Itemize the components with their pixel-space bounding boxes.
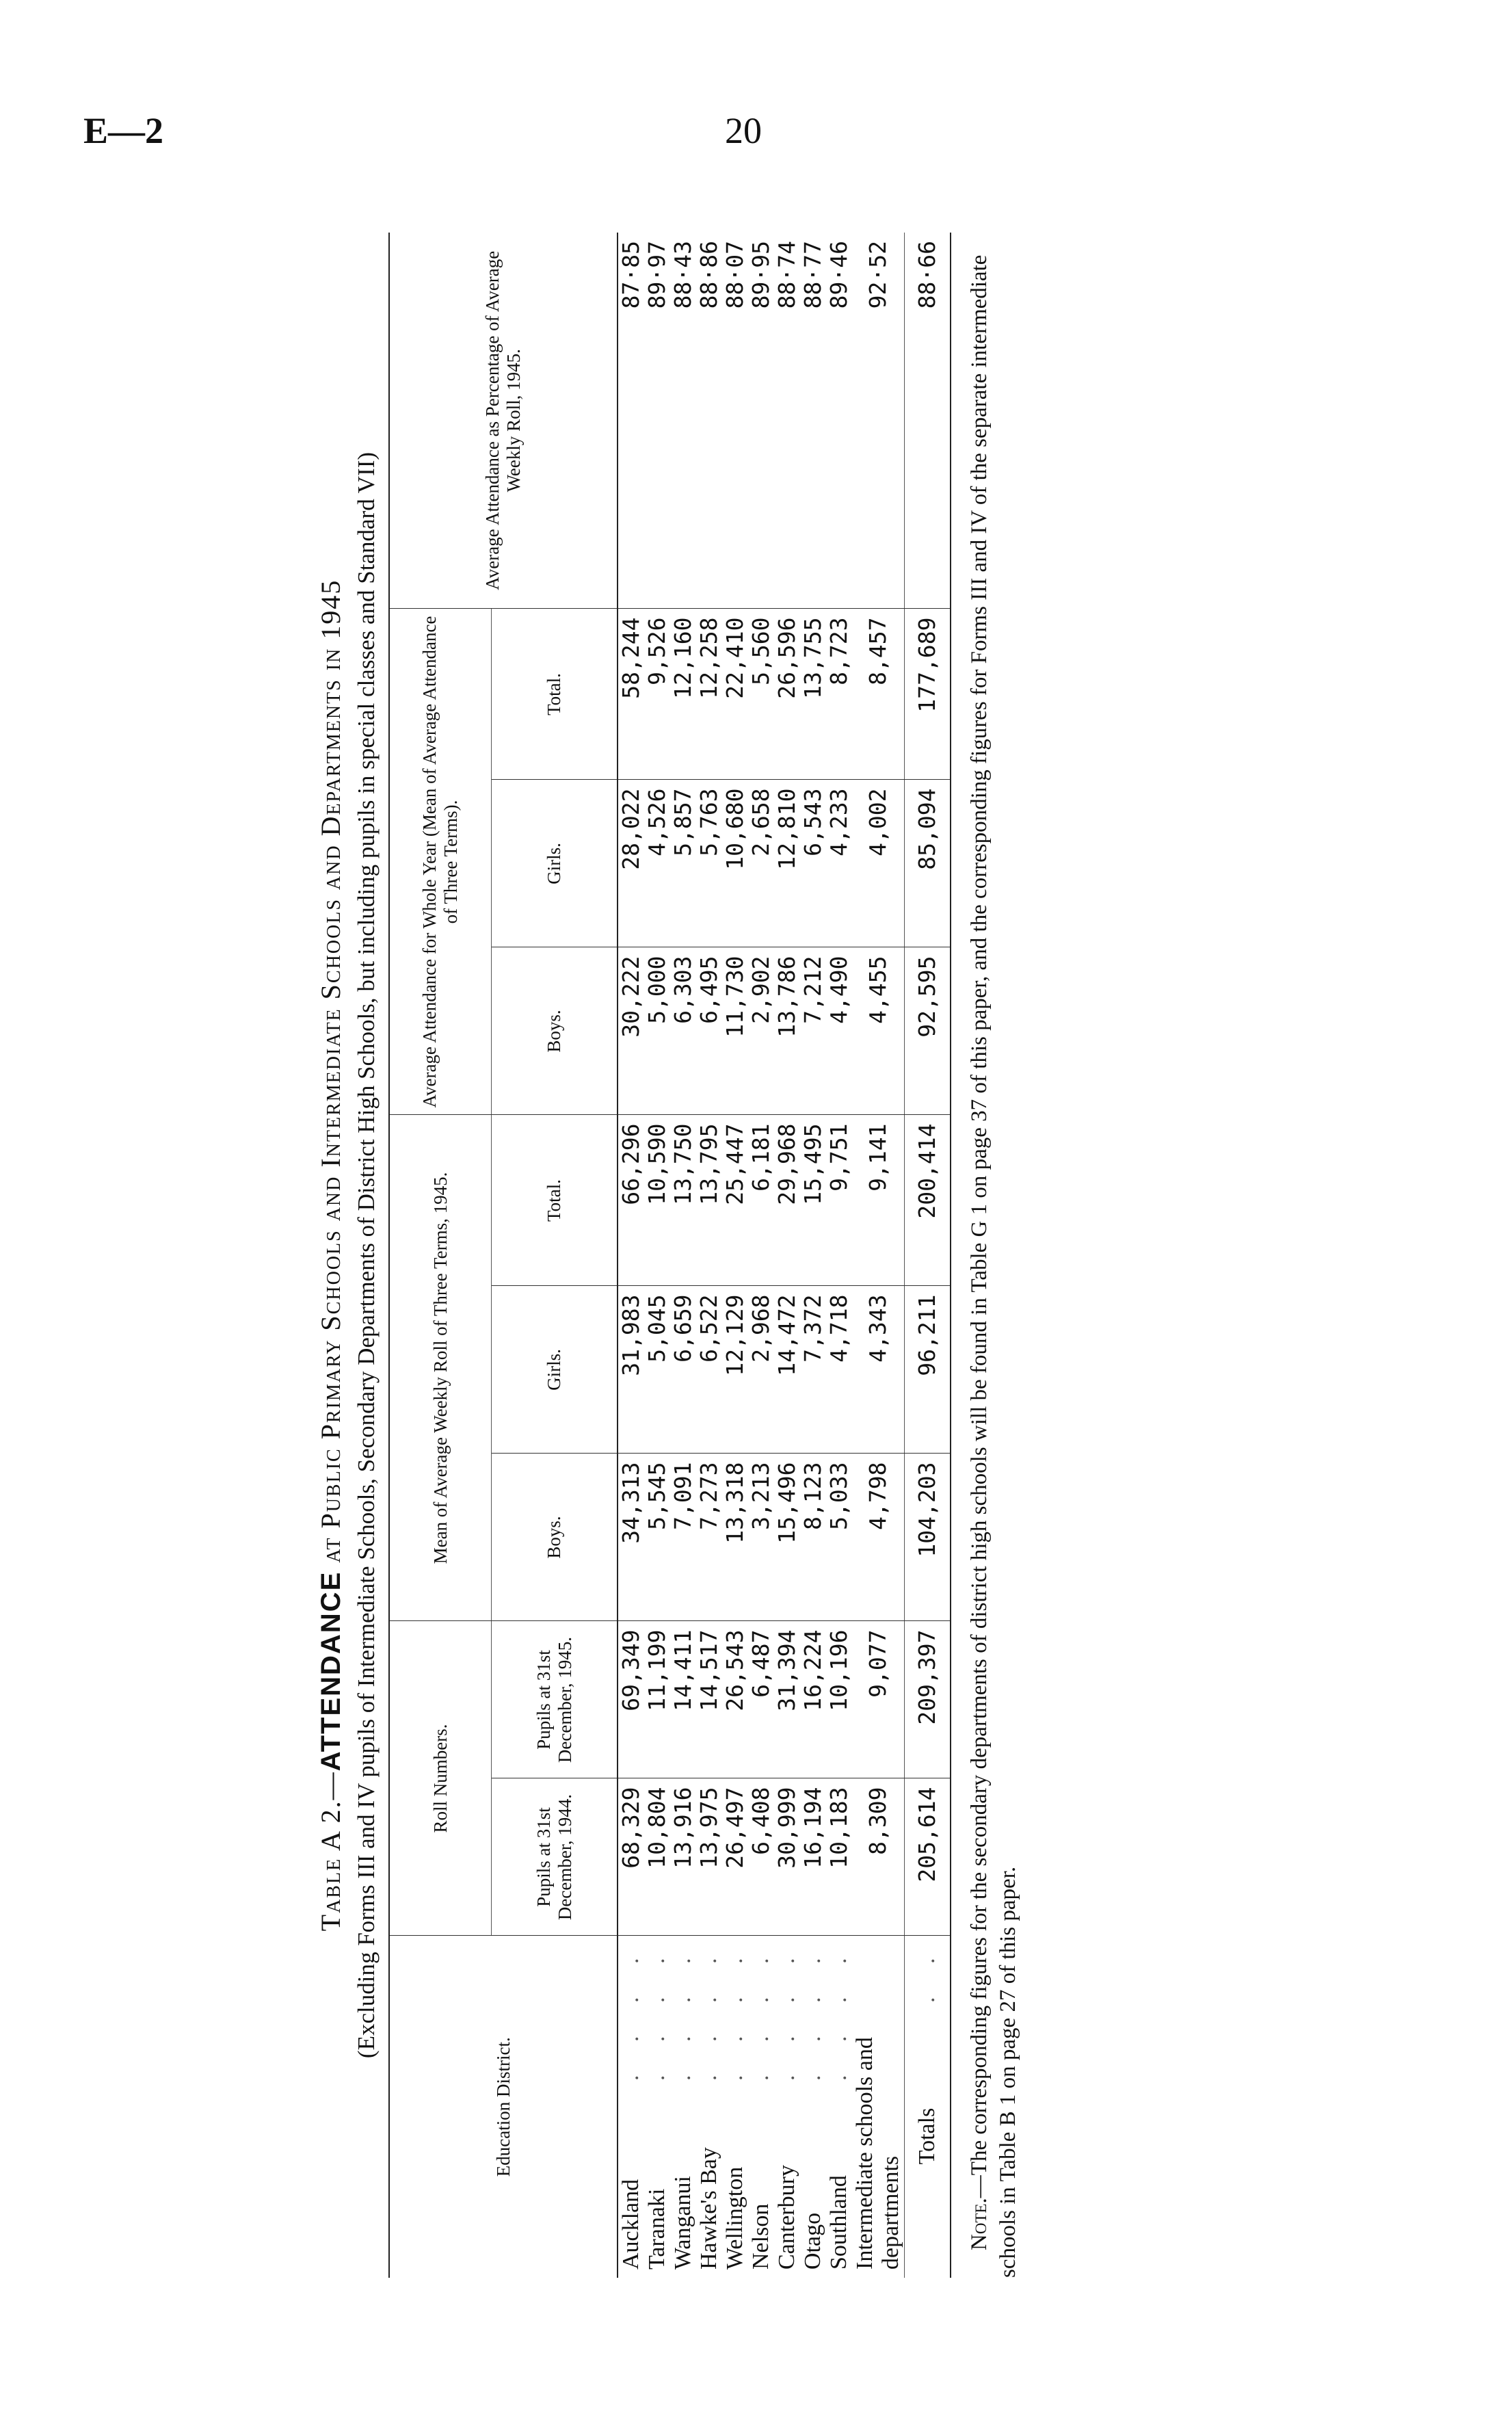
table-row xyxy=(696,233,722,2278)
cell-mean-total: 10,590 xyxy=(644,1115,670,1286)
cell-mean-total: 29,968 xyxy=(774,1115,800,1286)
cell-att-girls: 4,002 xyxy=(852,780,905,947)
cell-att-girls: 4,233 xyxy=(826,780,852,947)
cell-mean-boys: 5,545 xyxy=(644,1454,670,1621)
table-row xyxy=(748,233,774,2278)
district-name: Auckland xyxy=(618,2179,644,2270)
header-mean-total: Total. xyxy=(492,1115,618,1286)
cell-att-girls: 5,763 xyxy=(696,780,722,947)
cell-att-girls: 10,680 xyxy=(722,780,748,947)
cell-percent: 89·46 xyxy=(826,233,852,609)
cell-roll-1945: 14,517 xyxy=(696,1621,722,1778)
cell-mean-boys: 7,091 xyxy=(670,1454,696,1621)
district-cell xyxy=(800,1936,826,2278)
district-cell xyxy=(722,1936,748,2278)
header-pupils-1945: Pupils at 31st December, 1945. xyxy=(492,1621,618,1778)
total-mean-boys: 104,203 xyxy=(905,1454,951,1621)
cell-att-boys: 6,303 xyxy=(670,947,696,1115)
attendance-table xyxy=(388,233,951,2278)
dot-leaders: . . . . xyxy=(800,1944,825,2081)
total-att-total: 177,689 xyxy=(905,609,951,780)
cell-att-total: 12,258 xyxy=(696,609,722,780)
cell-roll-1945: 10,196 xyxy=(826,1621,852,1778)
series-code: E—2 xyxy=(83,110,164,151)
dot-leaders: . . . . xyxy=(696,1944,721,2081)
cell-att-total: 26,596 xyxy=(774,609,800,780)
cell-att-boys: 4,455 xyxy=(852,947,905,1115)
cell-mean-total: 66,296 xyxy=(618,1115,644,1286)
table-row xyxy=(618,233,644,2278)
cell-percent: 88·74 xyxy=(774,233,800,609)
cell-percent: 89·95 xyxy=(748,233,774,609)
dot-leaders: . . . . xyxy=(670,1944,695,2081)
cell-roll-1944: 10,804 xyxy=(644,1778,670,1936)
cell-percent: 89·97 xyxy=(644,233,670,609)
header-mean-boys: Boys. xyxy=(492,1454,618,1621)
dot-leaders: . . . . xyxy=(748,1944,773,2081)
cell-att-boys: 5,000 xyxy=(644,947,670,1115)
district-cell xyxy=(618,1936,644,2278)
header-average-attendance: Average Attendance for Whole Year (Mean of Average Attendance of Three Terms). xyxy=(389,609,492,1115)
total-percent: 88·66 xyxy=(905,233,951,609)
total-roll-1945: 209,397 xyxy=(905,1621,951,1778)
district-name: Taranaki xyxy=(644,2188,669,2270)
cell-roll-1944: 8,309 xyxy=(852,1778,905,1936)
district-name: Intermediate schools and departments xyxy=(852,2037,903,2270)
district-name: Nelson xyxy=(748,2203,773,2270)
district-cell xyxy=(696,1936,722,2278)
total-att-boys: 92,595 xyxy=(905,947,951,1115)
table-title-prefix: Table A 2.— xyxy=(315,1771,346,1932)
rotated-table-block xyxy=(315,233,1176,2278)
cell-att-girls: 4,526 xyxy=(644,780,670,947)
header-education-district: Education District. xyxy=(389,1936,618,2278)
district-cell xyxy=(852,1936,905,2278)
cell-att-girls: 2,658 xyxy=(748,780,774,947)
cell-roll-1944: 6,408 xyxy=(748,1778,774,1936)
table-subtitle: (Excluding Forms III and IV pupils of Intermediate Schools, Secondary Departments of District High Schools, but including pupils in special classes and Standard VII) xyxy=(353,451,380,2059)
district-name: Canterbury xyxy=(774,2165,799,2270)
district-name: Southland xyxy=(826,2175,851,2270)
cell-mean-boys: 4,798 xyxy=(852,1454,905,1621)
cell-roll-1944: 68,329 xyxy=(618,1778,644,1936)
cell-mean-boys: 5,033 xyxy=(826,1454,852,1621)
dot-leaders: . . . . xyxy=(618,1944,644,2081)
header-pupils-1944: Pupils at 31st December, 1944. xyxy=(492,1778,618,1936)
table-title xyxy=(315,233,347,2278)
header-mean-roll: Mean of Average Weekly Roll of Three Terms, 1945. xyxy=(389,1115,492,1621)
cell-roll-1944: 30,999 xyxy=(774,1778,800,1936)
district-name: Otago xyxy=(800,2212,825,2270)
cell-roll-1945: 11,199 xyxy=(644,1621,670,1778)
cell-percent: 92·52 xyxy=(852,233,905,609)
cell-att-total: 8,723 xyxy=(826,609,852,780)
cell-roll-1945: 16,224 xyxy=(800,1621,826,1778)
cell-att-boys: 7,212 xyxy=(800,947,826,1115)
totals-row xyxy=(905,233,951,2278)
cell-mean-boys: 8,123 xyxy=(800,1454,826,1621)
cell-roll-1945: 9,077 xyxy=(852,1621,905,1778)
total-mean-girls: 96,211 xyxy=(905,1286,951,1454)
table-body xyxy=(618,233,951,2278)
cell-roll-1944: 13,916 xyxy=(670,1778,696,1936)
cell-roll-1944: 26,497 xyxy=(722,1778,748,1936)
dot-leaders: . . . . xyxy=(774,1944,799,2081)
table-row xyxy=(670,233,696,2278)
cell-mean-boys: 3,213 xyxy=(748,1454,774,1621)
cell-percent: 88·86 xyxy=(696,233,722,609)
table-title-main: ATTENDANCE xyxy=(316,1571,346,1772)
page-number: 20 xyxy=(725,110,762,151)
table-row xyxy=(644,233,670,2278)
cell-att-total: 5,560 xyxy=(748,609,774,780)
cell-roll-1944: 16,194 xyxy=(800,1778,826,1936)
cell-mean-total: 13,795 xyxy=(696,1115,722,1286)
cell-roll-1945: 69,349 xyxy=(618,1621,644,1778)
district-cell xyxy=(774,1936,800,2278)
district-name: Wanganui xyxy=(670,2176,695,2270)
cell-roll-1945: 26,543 xyxy=(722,1621,748,1778)
cell-mean-total: 6,181 xyxy=(748,1115,774,1286)
cell-mean-boys: 15,496 xyxy=(774,1454,800,1621)
cell-att-total: 12,160 xyxy=(670,609,696,780)
cell-att-total: 22,410 xyxy=(722,609,748,780)
cell-roll-1945: 6,487 xyxy=(748,1621,774,1778)
header-att-girls: Girls. xyxy=(492,780,618,947)
cell-roll-1945: 14,411 xyxy=(670,1621,696,1778)
cell-mean-total: 25,447 xyxy=(722,1115,748,1286)
cell-mean-girls: 2,968 xyxy=(748,1286,774,1454)
total-roll-1944: 205,614 xyxy=(905,1778,951,1936)
cell-mean-boys: 13,318 xyxy=(722,1454,748,1621)
cell-mean-girls: 6,659 xyxy=(670,1286,696,1454)
cell-mean-girls: 6,522 xyxy=(696,1286,722,1454)
cell-mean-girls: 5,045 xyxy=(644,1286,670,1454)
dot-leaders: . . xyxy=(914,1944,940,2003)
header-att-total: Total. xyxy=(492,609,618,780)
cell-percent: 88·43 xyxy=(670,233,696,609)
page-header xyxy=(0,109,1512,164)
table-row xyxy=(800,233,826,2278)
dot-leaders: . . . . xyxy=(644,1944,669,2081)
district-cell xyxy=(670,1936,696,2278)
cell-att-total: 13,755 xyxy=(800,609,826,780)
district-cell xyxy=(826,1936,852,2278)
dot-leaders: . . . . xyxy=(826,1944,851,2081)
header-att-boys: Boys. xyxy=(492,947,618,1115)
cell-att-boys: 13,786 xyxy=(774,947,800,1115)
cell-percent: 88·07 xyxy=(722,233,748,609)
cell-att-boys: 2,902 xyxy=(748,947,774,1115)
cell-mean-boys: 7,273 xyxy=(696,1454,722,1621)
dot-leaders: . . . . xyxy=(722,1944,747,2081)
table-title-rest: at Public Primary Schools and Intermediate Schools and Departments in 1945 xyxy=(315,579,346,1571)
cell-att-total: 9,526 xyxy=(644,609,670,780)
cell-att-boys: 30,222 xyxy=(618,947,644,1115)
header-mean-girls: Girls. xyxy=(492,1286,618,1454)
table-row xyxy=(774,233,800,2278)
cell-att-boys: 6,495 xyxy=(696,947,722,1115)
totals-label: Totals xyxy=(914,2107,940,2165)
cell-mean-total: 15,495 xyxy=(800,1115,826,1286)
district-cell xyxy=(748,1936,774,2278)
cell-mean-girls: 31,983 xyxy=(618,1286,644,1454)
note-label: Note. xyxy=(967,2198,992,2250)
table-row xyxy=(852,233,905,2278)
district-name: Wellington xyxy=(722,2166,747,2270)
total-mean-total: 200,414 xyxy=(905,1115,951,1286)
cell-att-girls: 28,022 xyxy=(618,780,644,947)
header-percentage: Average Attendance as Percentage of Average Weekly Roll, 1945. xyxy=(389,233,618,609)
cell-roll-1945: 31,394 xyxy=(774,1621,800,1778)
cell-att-girls: 12,810 xyxy=(774,780,800,947)
cell-att-boys: 4,490 xyxy=(826,947,852,1115)
cell-att-total: 58,244 xyxy=(618,609,644,780)
cell-mean-girls: 7,372 xyxy=(800,1286,826,1454)
cell-mean-girls: 4,343 xyxy=(852,1286,905,1454)
note-text: —The corresponding figures for the secondary departments of district high schools will be found in Table G 1 on page 37 of this paper, and the corresponding figures for Forms III and IV of the separate intermediate schools in Table B 1 on page 27 of this paper. xyxy=(967,254,1020,2278)
total-att-girls: 85,094 xyxy=(905,780,951,947)
cell-percent: 88·77 xyxy=(800,233,826,609)
district-cell xyxy=(644,1936,670,2278)
district-name: Hawke's Bay xyxy=(696,2147,721,2270)
cell-mean-girls: 14,472 xyxy=(774,1286,800,1454)
cell-mean-boys: 34,313 xyxy=(618,1454,644,1621)
table-row xyxy=(826,233,852,2278)
cell-roll-1944: 13,975 xyxy=(696,1778,722,1936)
table-note xyxy=(965,233,1022,2278)
cell-att-girls: 5,857 xyxy=(670,780,696,947)
cell-mean-total: 13,750 xyxy=(670,1115,696,1286)
table-row xyxy=(722,233,748,2278)
cell-att-girls: 6,543 xyxy=(800,780,826,947)
cell-att-boys: 11,730 xyxy=(722,947,748,1115)
totals-label-cell xyxy=(905,1936,951,2278)
cell-roll-1944: 10,183 xyxy=(826,1778,852,1936)
cell-mean-girls: 12,129 xyxy=(722,1286,748,1454)
header-roll-numbers: Roll Numbers. xyxy=(389,1621,492,1936)
cell-att-total: 8,457 xyxy=(852,609,905,780)
cell-mean-girls: 4,718 xyxy=(826,1286,852,1454)
cell-mean-total: 9,141 xyxy=(852,1115,905,1286)
cell-percent: 87·85 xyxy=(618,233,644,609)
cell-mean-total: 9,751 xyxy=(826,1115,852,1286)
